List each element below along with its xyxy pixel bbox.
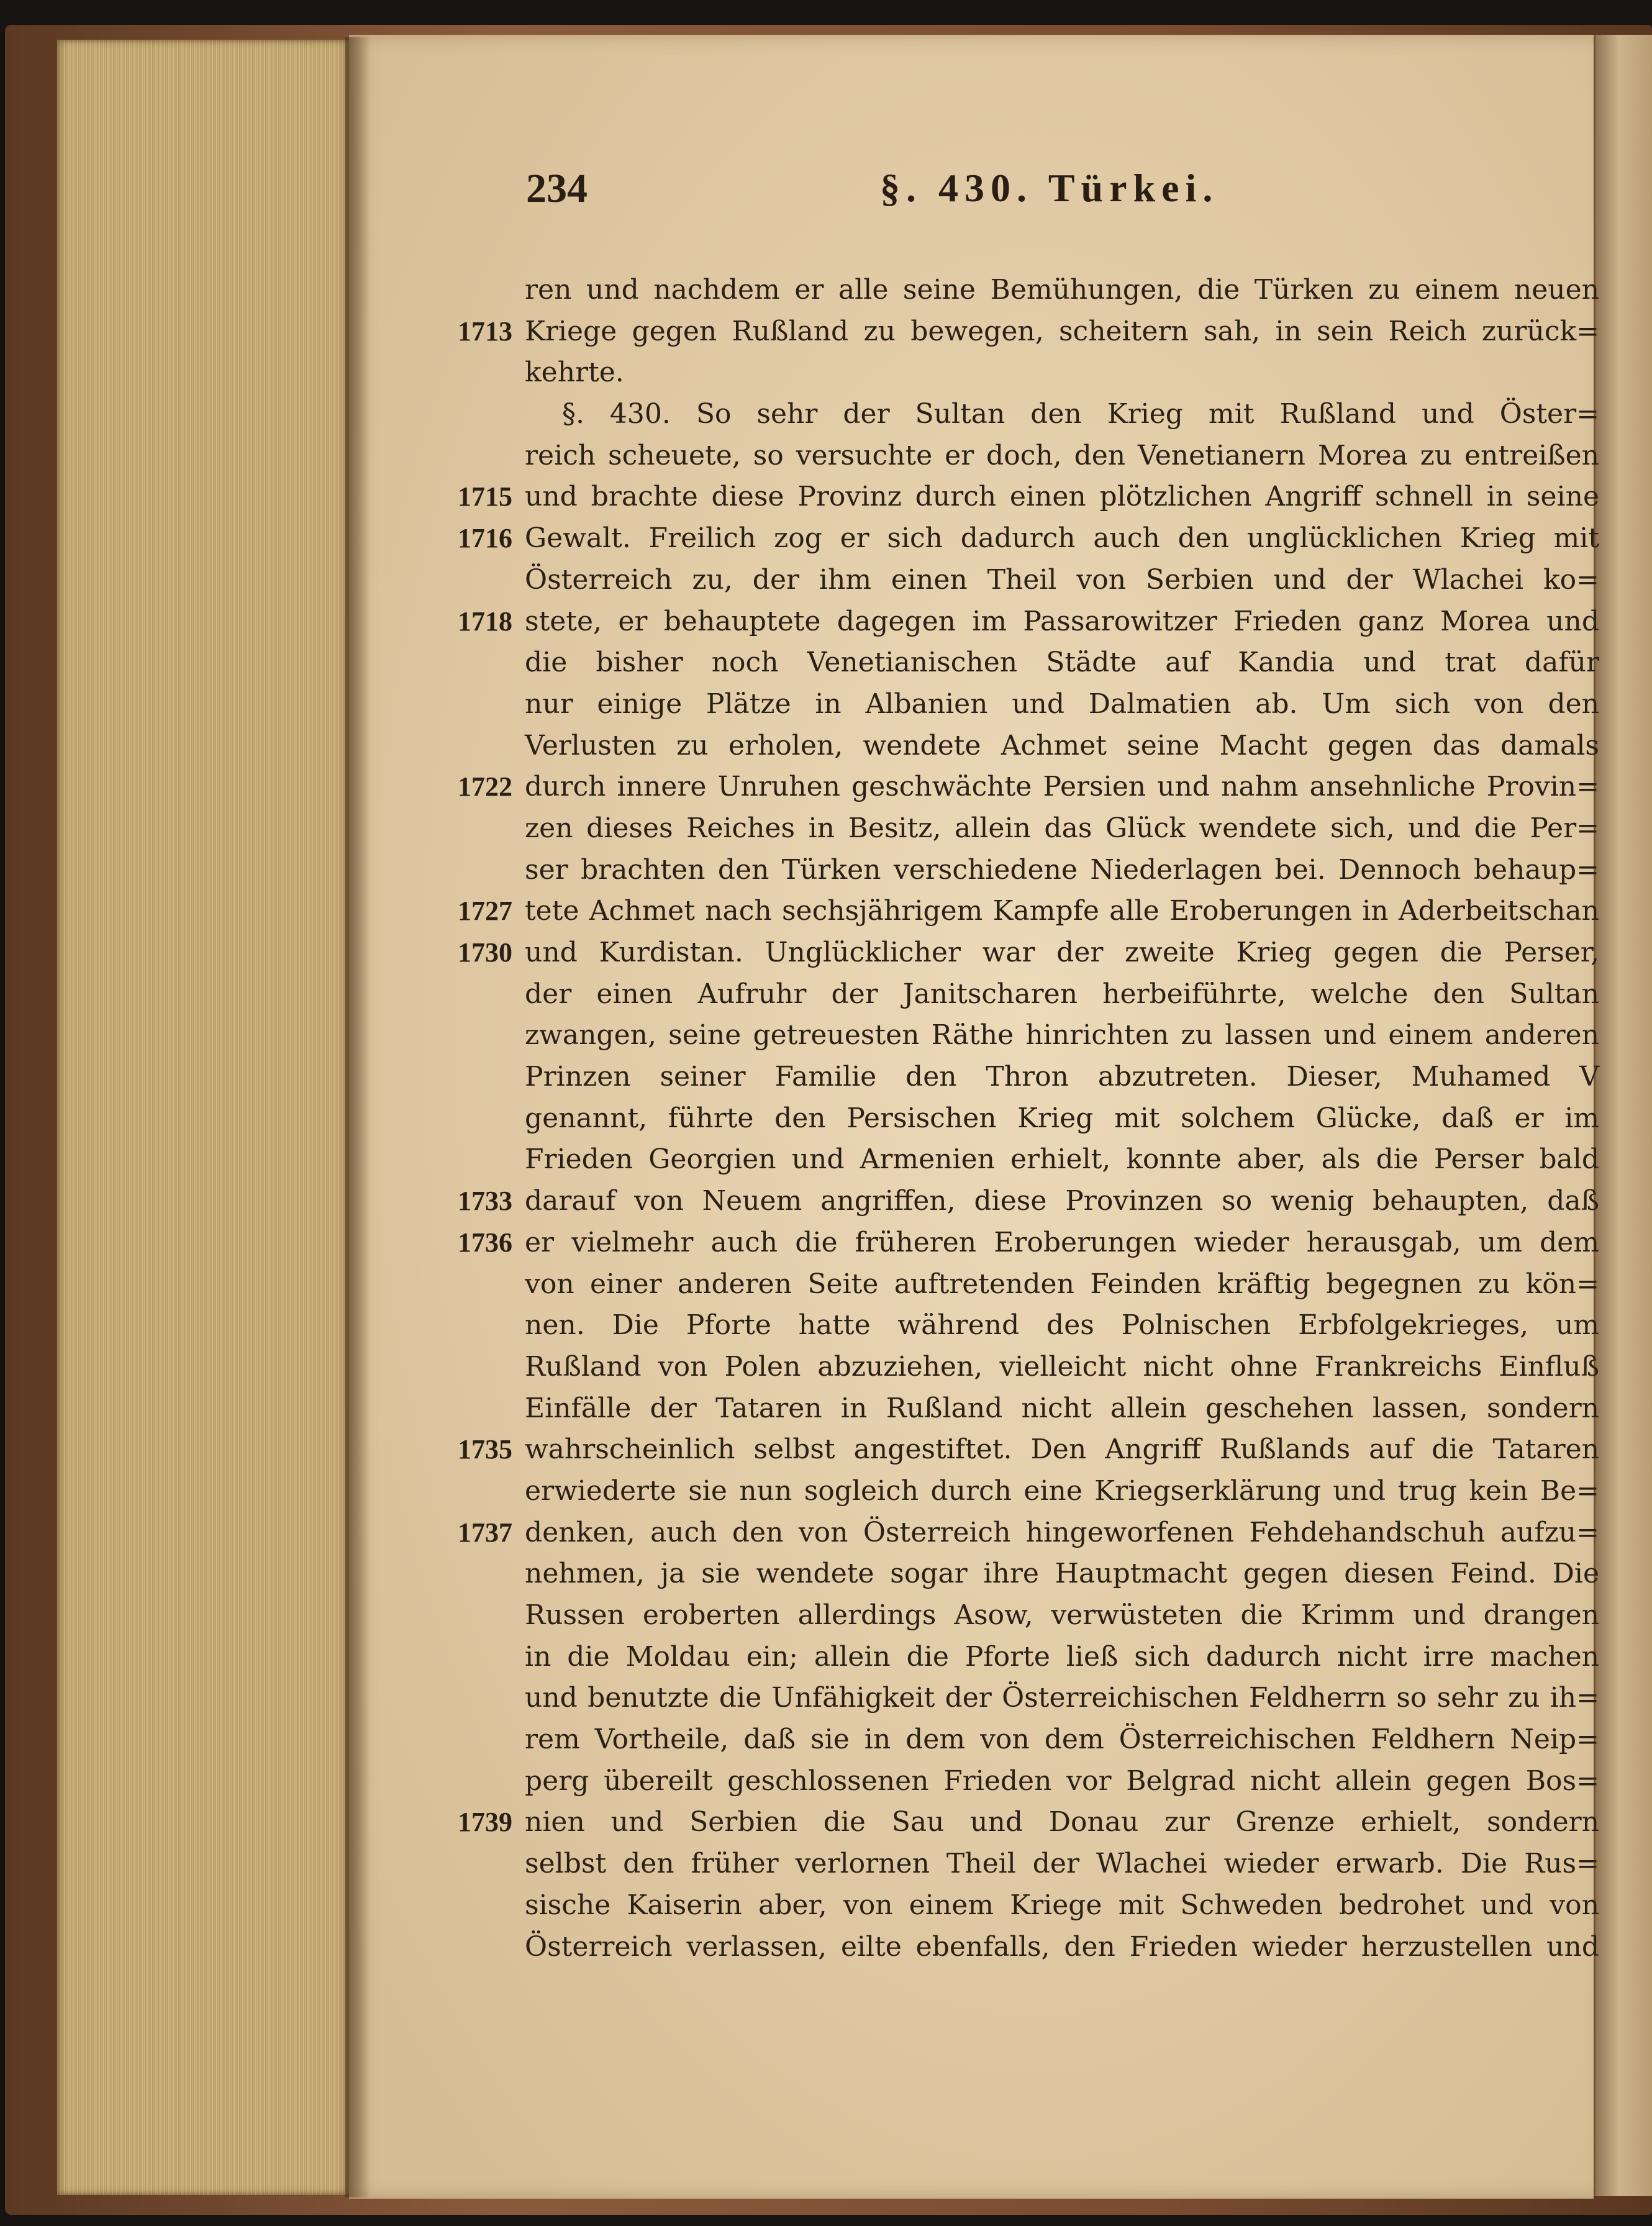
section-title: §. 430. Türkei. (880, 166, 1219, 210)
margin-year: 1727 (458, 896, 512, 927)
text-line (349, 1098, 1599, 1140)
text-line (349, 1719, 1599, 1761)
text-line (349, 518, 1599, 560)
text-line (349, 270, 1599, 311)
line-text: ren und nachdem er alle seine Bemühungen, die Türken zu einem neuen (525, 274, 1599, 306)
line-text: und brachte diese Provinz durch einen plötzlichen Angriff schnell in seine (525, 481, 1599, 513)
margin-year: 1716 (458, 523, 512, 554)
line-text: Frieden Georgien und Armenien erhielt, konnte aber, als die Perser bald (525, 1143, 1599, 1176)
text-line (349, 974, 1599, 1015)
text-line (349, 850, 1599, 891)
text-line (349, 1553, 1599, 1595)
line-text: Gewalt. Freilich zog er sich dadurch auch den unglücklichen Krieg mit (525, 522, 1599, 555)
running-header (349, 165, 1594, 234)
text-line (349, 1305, 1599, 1347)
line-text: nur einige Plätze in Albanien und Dalmatien ab. Um sich von den (525, 688, 1599, 720)
line-text: zen dieses Reiches in Besitz, allein das Glück wendete sich, und die Per= (525, 812, 1599, 844)
text-line (349, 1885, 1599, 1927)
margin-year: 1735 (458, 1434, 512, 1465)
spine-shadow (345, 37, 370, 2197)
body-text (349, 270, 1599, 1968)
text-line (349, 1761, 1599, 1802)
text-line (349, 1678, 1599, 1719)
text-line (349, 601, 1599, 643)
line-text: Rußland von Polen abzuziehen, vielleicht nicht ohne Frankreichs Einfluß (525, 1350, 1599, 1383)
line-text: Einfälle der Tataren in Rußland nicht allein geschehen lassen, sondern (525, 1392, 1599, 1424)
line-text: nen. Die Pforte hatte während des Polnischen Erbfolgekrieges, um (525, 1309, 1599, 1342)
line-text: erwiederte sie nun sogleich durch eine Kriegserklärung und trug kein Be= (525, 1474, 1599, 1507)
line-text: genannt, führte den Persischen Krieg mit solchem Glücke, daß er im (525, 1102, 1599, 1134)
text-line (349, 1927, 1599, 1968)
line-text: selbst den früher verlornen Theil der Wlachei wieder erwarb. Die Rus= (525, 1848, 1599, 1880)
line-text: rem Vortheile, daß sie in dem von dem Österreichischen Feldhern Neip= (525, 1724, 1599, 1756)
line-text: durch innere Unruhen geschwächte Persien und nahm ansehnliche Provin= (525, 771, 1599, 803)
page-edges (57, 40, 349, 2195)
text-line (349, 891, 1599, 932)
line-text: er vielmehr auch die früheren Eroberungen wieder herausgab, um dem (525, 1226, 1599, 1258)
text-line (349, 684, 1599, 725)
margin-year: 1733 (458, 1186, 512, 1217)
text-line (349, 1015, 1599, 1056)
line-text: denken, auch den von Österreich hingeworfenen Fehdehandschuh aufzu= (525, 1516, 1599, 1548)
line-text: und benutzte die Unfähigkeit der Österreichischen Feldherrn so sehr zu ih= (525, 1682, 1599, 1714)
text-line (349, 476, 1599, 518)
line-text: Verlusten zu erholen, wendete Achmet seine Macht gegen das damals (525, 729, 1599, 761)
text-line (349, 1637, 1599, 1678)
line-text: Russen eroberten allerdings Asow, verwüsteten die Krimm und drangen (525, 1599, 1599, 1631)
line-text: Kriege gegen Rußland zu bewegen, scheitern sah, in sein Reich zurück= (525, 315, 1599, 347)
margin-year: 1736 (458, 1227, 512, 1258)
line-text: Österreich verlassen, eilte ebenfalls, den Frieden wieder herzustellen und (525, 1930, 1599, 1963)
book-page (349, 35, 1599, 2199)
text-line (349, 1222, 1599, 1264)
text-line (349, 766, 1599, 808)
next-page-edge (1594, 35, 1652, 2196)
text-line (349, 560, 1599, 601)
text-line (349, 1512, 1599, 1554)
text-line (349, 808, 1599, 850)
text-line (349, 435, 1599, 477)
line-text: und Kurdistan. Unglücklicher war der zweite Krieg gegen die Perser, (525, 937, 1599, 968)
line-text: von einer anderen Seite auftretenden Feinden kräftig begegnen zu kön= (525, 1268, 1599, 1300)
margin-year: 1739 (458, 1807, 512, 1838)
text-line (349, 1264, 1599, 1306)
line-text: reich scheuete, so versuchte er doch, den Venetianern Morea zu entreißen (525, 439, 1599, 471)
margin-year: 1722 (458, 771, 512, 802)
line-text: die bisher noch Venetianischen Städte auf Kandia und trat dafür (525, 647, 1599, 679)
margin-year: 1730 (458, 937, 512, 968)
line-text: ser brachten den Türken verschiedene Niederlagen bei. Dennoch behaup= (525, 853, 1599, 886)
text-line (349, 394, 1599, 435)
margin-year: 1715 (458, 481, 512, 512)
margin-year: 1737 (458, 1517, 512, 1548)
text-line (349, 1471, 1599, 1512)
line-text: in die Moldau ein; allein die Pforte ließ sich dadurch nicht irre machen (525, 1640, 1599, 1673)
text-line (349, 352, 1594, 394)
line-text: nien und Serbien die Sau und Donau zur Grenze erhielt, sondern (525, 1806, 1599, 1838)
text-line (349, 1595, 1599, 1637)
line-text: §. 430. So sehr der Sultan den Krieg mit Rußland und Öster= (562, 398, 1599, 430)
line-text: tete Achmet nach sechsjährigem Kampfe alle Eroberungen in Aderbeitschan (525, 895, 1599, 927)
line-text: zwangen, seine getreuesten Räthe hinrichten zu lassen und einem anderen (525, 1019, 1599, 1052)
line-text: perg übereilt geschlossenen Frieden vor Belgrad nicht allein gegen Bos= (525, 1765, 1599, 1797)
text-line (349, 1802, 1599, 1843)
margin-year: 1713 (458, 316, 512, 347)
text-line (349, 1181, 1599, 1222)
text-line (349, 725, 1599, 767)
line-text: Österreich zu, der ihm einen Theil von Serbien und der Wlachei ko= (525, 563, 1599, 596)
margin-year: 1718 (458, 606, 512, 637)
line-text: Prinzen seiner Familie den Thron abzutreten. Dieser, Muhamed V (525, 1061, 1599, 1093)
line-text: darauf von Neuem angriffen, diese Provinzen so wenig behaupten, daß (525, 1185, 1599, 1217)
line-text: stete, er behauptete dagegen im Passarowitzer Frieden ganz Morea und (525, 605, 1599, 637)
text-line (349, 1843, 1599, 1885)
text-line (349, 1347, 1599, 1388)
text-line (349, 1139, 1599, 1181)
text-line (349, 1056, 1599, 1098)
text-line (349, 311, 1599, 353)
line-text: kehrte. (525, 357, 624, 389)
text-line (349, 642, 1599, 684)
page-number: 234 (526, 166, 588, 211)
line-text: der einen Aufruhr der Janitscharen herbeiführte, welche den Sultan (525, 978, 1599, 1010)
text-line (349, 932, 1599, 974)
line-text: sische Kaiserin aber, von einem Kriege mit Schweden bedrohet und von (525, 1889, 1599, 1921)
text-line (349, 1388, 1599, 1430)
line-text: nehmen, ja sie wendete sogar ihre Hauptmacht gegen diesen Feind. Die (525, 1558, 1599, 1590)
text-line (349, 1429, 1599, 1471)
line-text: wahrscheinlich selbst angestiftet. Den Angriff Rußlands auf die Tataren (525, 1433, 1599, 1466)
